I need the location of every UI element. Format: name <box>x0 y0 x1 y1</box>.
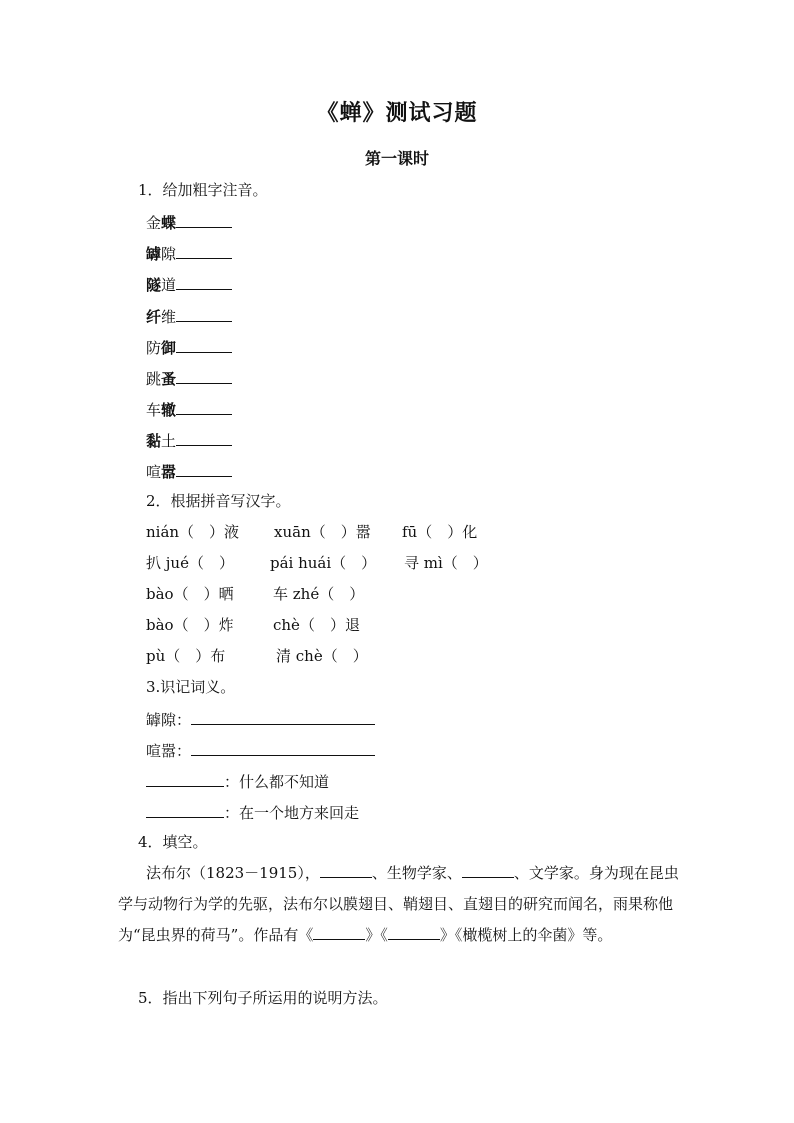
pinyin-cell: bào（ ）晒 <box>146 585 234 603</box>
pinyin-cell: 车 zhé（ ） <box>273 585 365 603</box>
question-1-heading: 1．给加粗字注音。 <box>138 181 268 199</box>
answer-blank[interactable] <box>320 861 372 878</box>
answer-blank[interactable] <box>146 801 224 818</box>
answer-blank[interactable] <box>388 923 440 940</box>
answer-blank[interactable] <box>462 861 514 878</box>
fill-in-paragraph: 法布尔（1823－1915）， 、生物学家、 、文学家。身为现在昆虫学与动物行为学的先驱，法布尔以膜翅目、鞘翅目、直翅目的研究而闻名，雨果称他为“昆虫界的荷马”。作品有《 》《 》《橄榄树上的伞菌》等。 <box>118 858 688 951</box>
answer-blank[interactable] <box>176 305 232 322</box>
question-5-heading: 5．指出下列句子所运用的说明方法。 <box>138 989 388 1007</box>
pinyin-cell: pù（ ）布 <box>146 647 226 665</box>
answer-blank[interactable] <box>176 460 232 477</box>
pinyin-cell: chè（ ）退 <box>273 616 360 634</box>
pinyin-item: 隧道 <box>146 273 232 295</box>
answer-blank[interactable] <box>176 336 232 353</box>
pinyin-item: 罅隙 <box>146 242 232 264</box>
pinyin-cell: 清 chè（ ） <box>276 647 368 665</box>
pinyin-cell: xuān（ ）嚣 <box>274 523 371 541</box>
pinyin-item: 跳蚤 <box>146 367 232 389</box>
answer-blank[interactable] <box>176 398 232 415</box>
pinyin-cell: 寻 mì（ ） <box>404 554 488 572</box>
answer-blank[interactable] <box>176 242 232 259</box>
definition-item: 罅隙： <box>146 708 375 730</box>
pinyin-item: 金蝶 <box>146 211 232 233</box>
answer-blank[interactable] <box>176 367 232 384</box>
definition-item: ：什么都不知道 <box>146 770 329 792</box>
pinyin-cell: bào（ ）炸 <box>146 616 234 634</box>
answer-blank[interactable] <box>191 708 375 725</box>
definition-item: 喧嚣： <box>146 739 375 761</box>
answer-blank[interactable] <box>176 429 232 446</box>
question-2-heading: 2．根据拼音写汉字。 <box>146 492 291 510</box>
question-4-heading: 4．填空。 <box>138 833 208 851</box>
answer-blank[interactable] <box>313 923 365 940</box>
pinyin-item: 车辙 <box>146 398 232 420</box>
pinyin-item: 喧嚣 <box>146 460 232 482</box>
answer-blank[interactable] <box>191 739 375 756</box>
pinyin-cell: fū（ ）化 <box>402 523 478 541</box>
page-subtitle: 第一课时 <box>364 149 429 168</box>
pinyin-cell: 扒 jué（ ） <box>146 554 234 572</box>
pinyin-item: 纤维 <box>146 305 232 327</box>
pinyin-item: 防御 <box>146 336 232 358</box>
pinyin-cell: nián（ ）液 <box>146 523 240 541</box>
page-title: 《蝉》测试习题 <box>316 100 478 126</box>
question-3-heading: 3.识记词义。 <box>146 678 236 696</box>
pinyin-item: 黏土 <box>146 429 232 451</box>
answer-blank[interactable] <box>176 211 232 228</box>
pinyin-cell: pái huái（ ） <box>270 554 377 572</box>
definition-item: ：在一个地方来回走 <box>146 801 359 823</box>
answer-blank[interactable] <box>176 273 232 290</box>
answer-blank[interactable] <box>146 770 224 787</box>
